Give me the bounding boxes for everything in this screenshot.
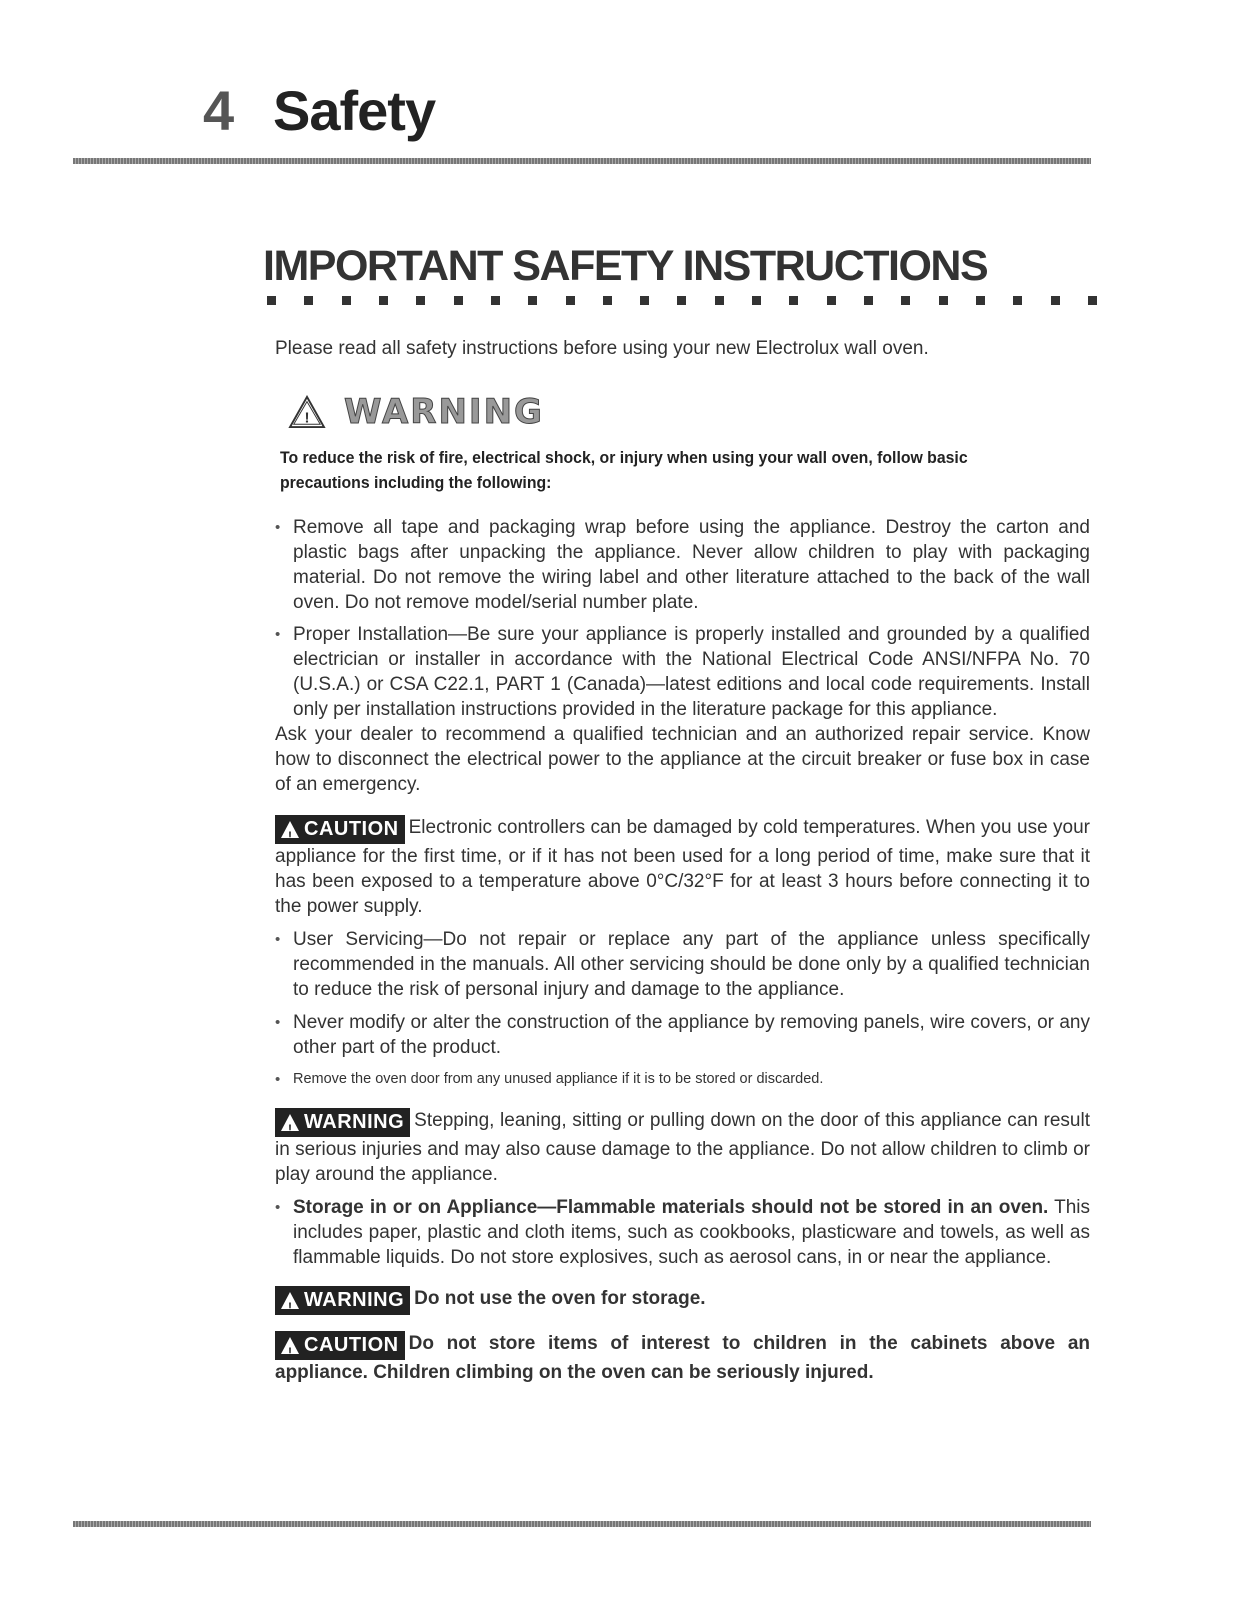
caution-tag: ! CAUTION xyxy=(275,1331,405,1360)
warning-banner xyxy=(288,392,544,432)
caution-tag: ! CAUTION xyxy=(275,815,405,844)
warning-tag: ! WARNING xyxy=(275,1286,410,1315)
warning-storage-text: Do not use the oven for storage. xyxy=(414,1288,706,1309)
bullet-door: • Remove the oven door from any unused appliance if it is to be stored or discarded. xyxy=(275,1067,1090,1092)
warning-triangle-icon xyxy=(281,1292,299,1309)
svg-text:!: ! xyxy=(304,409,310,427)
caution-text: Electronic controllers can be damaged by cold temperatures. When you use your appliance for the first time, or if it has not been used for a long period of time, make sure that it has been exposed to a temperature above 0°C/32°F for at least 3 hours before connecting it to the power supply. xyxy=(275,817,1090,917)
safety-content xyxy=(275,515,1090,1385)
paragraph-dealer: Ask your dealer to recommend a qualified technician and an authorized repair service. Know how to disconnect the electrical power to the appliance at the circuit breaker or fuse box in case of an emergency. xyxy=(275,724,1090,795)
bullet-packaging: • Remove all tape and packaging wrap before using the appliance. Destroy the carton and plastic bags after unpacking the appliance. Never allow children to play with packaging material. Do not remove the wiring label and other literature attached to the back of the wall oven. Do not remove model/serial number plate. xyxy=(275,515,1090,615)
warning-paragraph-storage xyxy=(275,1286,1090,1315)
caution-paragraph-controllers xyxy=(275,815,1090,919)
bullet-storage xyxy=(275,1195,1090,1270)
chapter-header xyxy=(203,78,435,143)
storage-text: This includes paper, plastic and cloth items, such as cookbooks, plasticware and towels, as well as flammable liquids. Do not store explosives, such as aerosol cans, in or near the appliance. xyxy=(293,1197,1090,1268)
top-divider xyxy=(73,158,1091,164)
bottom-divider xyxy=(73,1521,1091,1527)
warning-label: WARNING xyxy=(344,392,544,432)
chapter-title: Safety xyxy=(273,79,436,142)
caution-triangle-icon xyxy=(281,1337,299,1354)
bullet-installation: • Proper Installation—Be sure your appliance is properly installed and grounded by a qualified electrician or installer in accordance with the National Electrical Code ANSI/NFPA No. 70 (U.S.A.) or CSA C22.1, PART 1 (Canada)—latest editions and local code requirements. Install only per installation instructions provided in the literature package for this appliance. xyxy=(275,622,1090,722)
caution-paragraph-cabinets xyxy=(275,1331,1090,1385)
bullet-servicing: • User Servicing—Do not repair or replace any part of the appliance unless specifically recommended in the manuals. All other servicing should be done only by a qualified technician to reduce the risk of personal injury and damage to the appliance. xyxy=(275,927,1090,1002)
section-heading: IMPORTANT SAFETY INSTRUCTIONS xyxy=(263,242,988,290)
warning-tag: ! WARNING xyxy=(275,1108,410,1137)
warning-paragraph-door xyxy=(275,1108,1090,1187)
caution-cabinets-text: Do not store items of interest to children in the cabinets above an appliance. Children climbing on the oven can be seriously injured. xyxy=(275,1333,1090,1383)
warning-text: Stepping, leaning, sitting or pulling down on the door of this appliance can result in serious injuries and may also cause damage to the appliance. Do not allow children to climb or play around the appliance. xyxy=(275,1110,1090,1185)
storage-heading: Storage in or on Appliance—Flammable materials should not be stored in an oven. xyxy=(293,1197,1049,1218)
intro-text: Please read all safety instructions before using your new Electrolux wall oven. xyxy=(275,338,929,359)
warning-triangle-icon xyxy=(281,1114,299,1131)
precaution-text: To reduce the risk of fire, electrical shock, or injury when using your wall oven, follow basic precautions including the following: xyxy=(280,448,968,492)
square-divider xyxy=(267,296,1097,306)
warning-triangle-icon xyxy=(288,395,326,429)
bullet-modify: • Never modify or alter the construction of the appliance by removing panels, wire covers, or any other part of the product. xyxy=(275,1010,1090,1060)
chapter-number: 4 xyxy=(203,79,235,142)
caution-triangle-icon xyxy=(281,821,299,838)
